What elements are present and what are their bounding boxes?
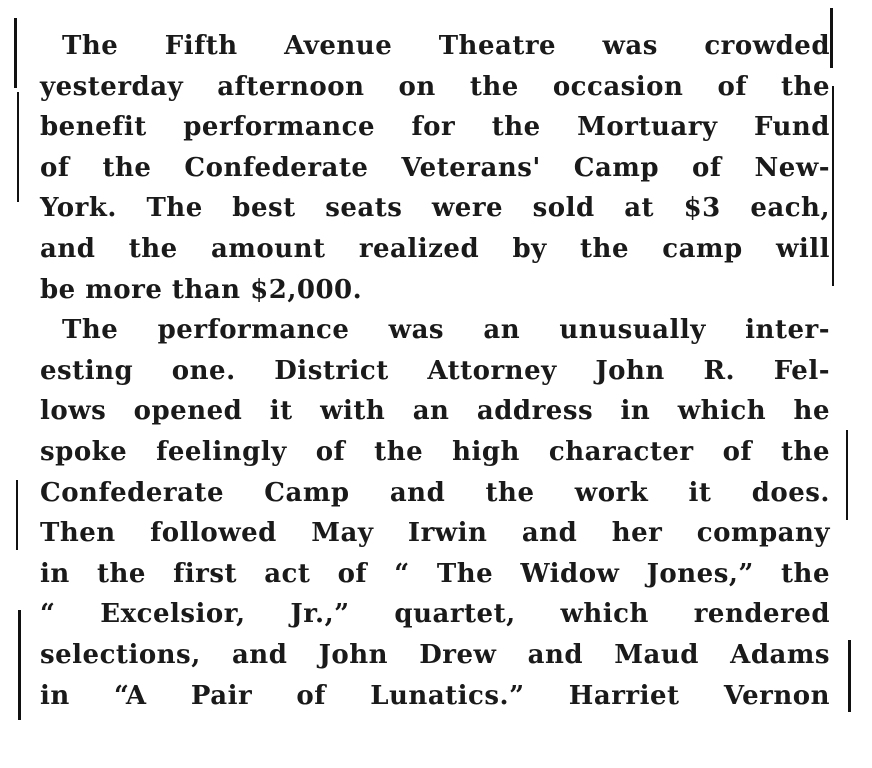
text-line: York. The best seats were sold at $3 each,: [40, 193, 830, 224]
text-line: esting one. District Attorney John R. Fel-: [40, 355, 830, 386]
column-rule-right: [832, 86, 834, 286]
text-line: benefit performance for the Mortuary Fund: [40, 112, 830, 143]
text-line: lows opened it with an address in which he: [40, 396, 830, 427]
text-line: of the Confederate Veterans' Camp of New-: [40, 152, 830, 183]
text-line: Confederate Camp and the work it does.: [40, 477, 830, 508]
paragraph: [40, 310, 830, 716]
text-line: in “A Pair of Lunatics.” Harriet Vernon: [40, 680, 830, 711]
column-rule-right: [830, 8, 833, 68]
text-line: selections, and John Drew and Maud Adams: [40, 639, 830, 670]
text-line: Then followed May Irwin and her company: [40, 518, 830, 549]
text-line: spoke feelingly of the high character of the: [40, 436, 830, 467]
column-rule-right: [846, 430, 848, 520]
column-rule-left: [14, 18, 17, 88]
article-text: [40, 26, 830, 716]
paragraph: [40, 26, 830, 310]
text-line: The Fifth Avenue Theatre was crowded: [62, 31, 830, 61]
column-rule-left: [17, 92, 19, 202]
text-line: The performance was an unusually inter-: [62, 315, 830, 346]
text-line: yesterday afternoon on the occasion of the: [40, 71, 830, 102]
column-rule-right: [848, 640, 851, 712]
column-rule-left: [18, 610, 21, 720]
column-rule-left: [16, 480, 18, 550]
text-line: “ Excelsior, Jr.,” quartet, which rendered: [40, 599, 830, 630]
text-line: in the first act of “ The Widow Jones,” the: [40, 558, 830, 589]
text-line: and the amount realized by the camp will: [40, 233, 830, 264]
text-line: be more than $2,000.: [40, 274, 363, 305]
